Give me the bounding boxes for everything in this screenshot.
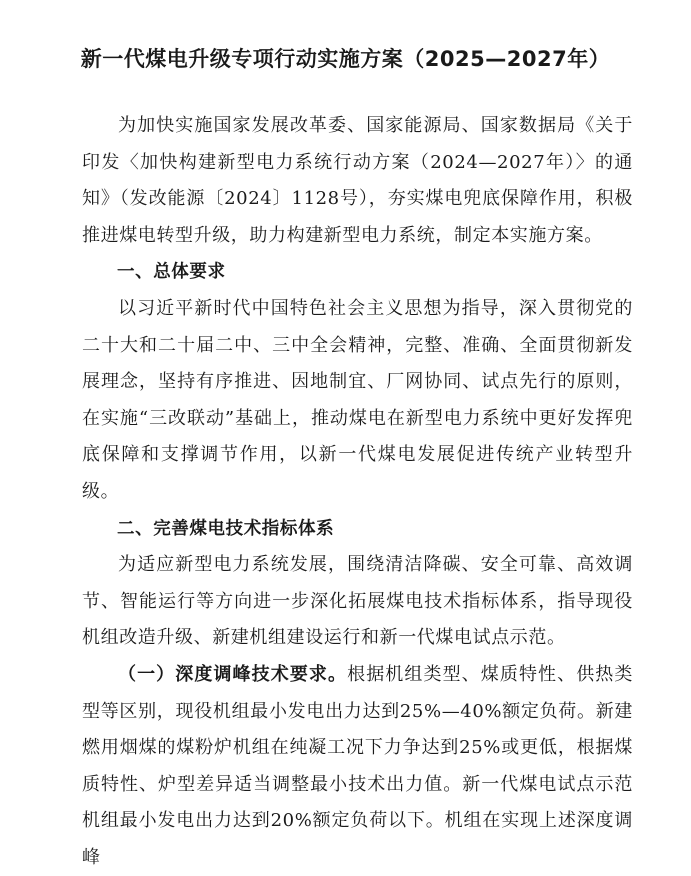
document-body bbox=[82, 108, 633, 876]
item-1-paragraph bbox=[82, 657, 633, 876]
item-1-text: 根据机组类型、煤质特性、供热类型等区别，现役机组最小发电出力达到25%—40%额定负荷。新建燃用烟煤的煤粉炉机组在纯凝工况下力争达到25%或更低，根据煤质特性、炉型差异适当调整最小技术出力值。新一代煤电试点示范机组最小发电出力达到20%额定负荷以下。机组在实现上述深度调峰 bbox=[82, 663, 633, 868]
item-1-label: （一）深度调峰技术要求。 bbox=[118, 663, 348, 685]
intro-paragraph: 为加快实施国家发展改革委、国家能源局、国家数据局《关于印发〈加快构建新型电力系统行动方案（2024—2027年）〉的通知》（发改能源〔2024〕1128号），夯实煤电兜底保障作用，积极推进煤电转型升级，助力构建新型电力系统，制定本实施方案。 bbox=[82, 115, 633, 246]
document-title: 新一代煤电升级专项行动实施方案（2025—2027年） bbox=[80, 47, 611, 71]
section-2-heading: 二、完善煤电技术指标体系 bbox=[117, 518, 335, 539]
section-2-paragraph: 为适应新型电力系统发展，围绕清洁降碳、安全可靠、高效调节、智能运行等方向进一步深化拓展煤电技术指标体系，指导现役机组改造升级、新建机组建设运行和新一代煤电试点示范。 bbox=[82, 554, 633, 649]
section-1-heading: 一、总体要求 bbox=[117, 262, 226, 283]
section-1-paragraph: 以习近平新时代中国特色社会主义思想为指导，深入贯彻党的二十大和二十届二中、三中全会精神，完整、准确、全面贯彻新发展理念，坚持有序推进、因地制宜、厂网协同、试点先行的原则，在实施“三改联动”基础上，推动煤电在新型电力系统中更好发挥兜底保障和支撑调节作用，以新一代煤电发展促进传统产业转型升级。 bbox=[82, 297, 633, 502]
